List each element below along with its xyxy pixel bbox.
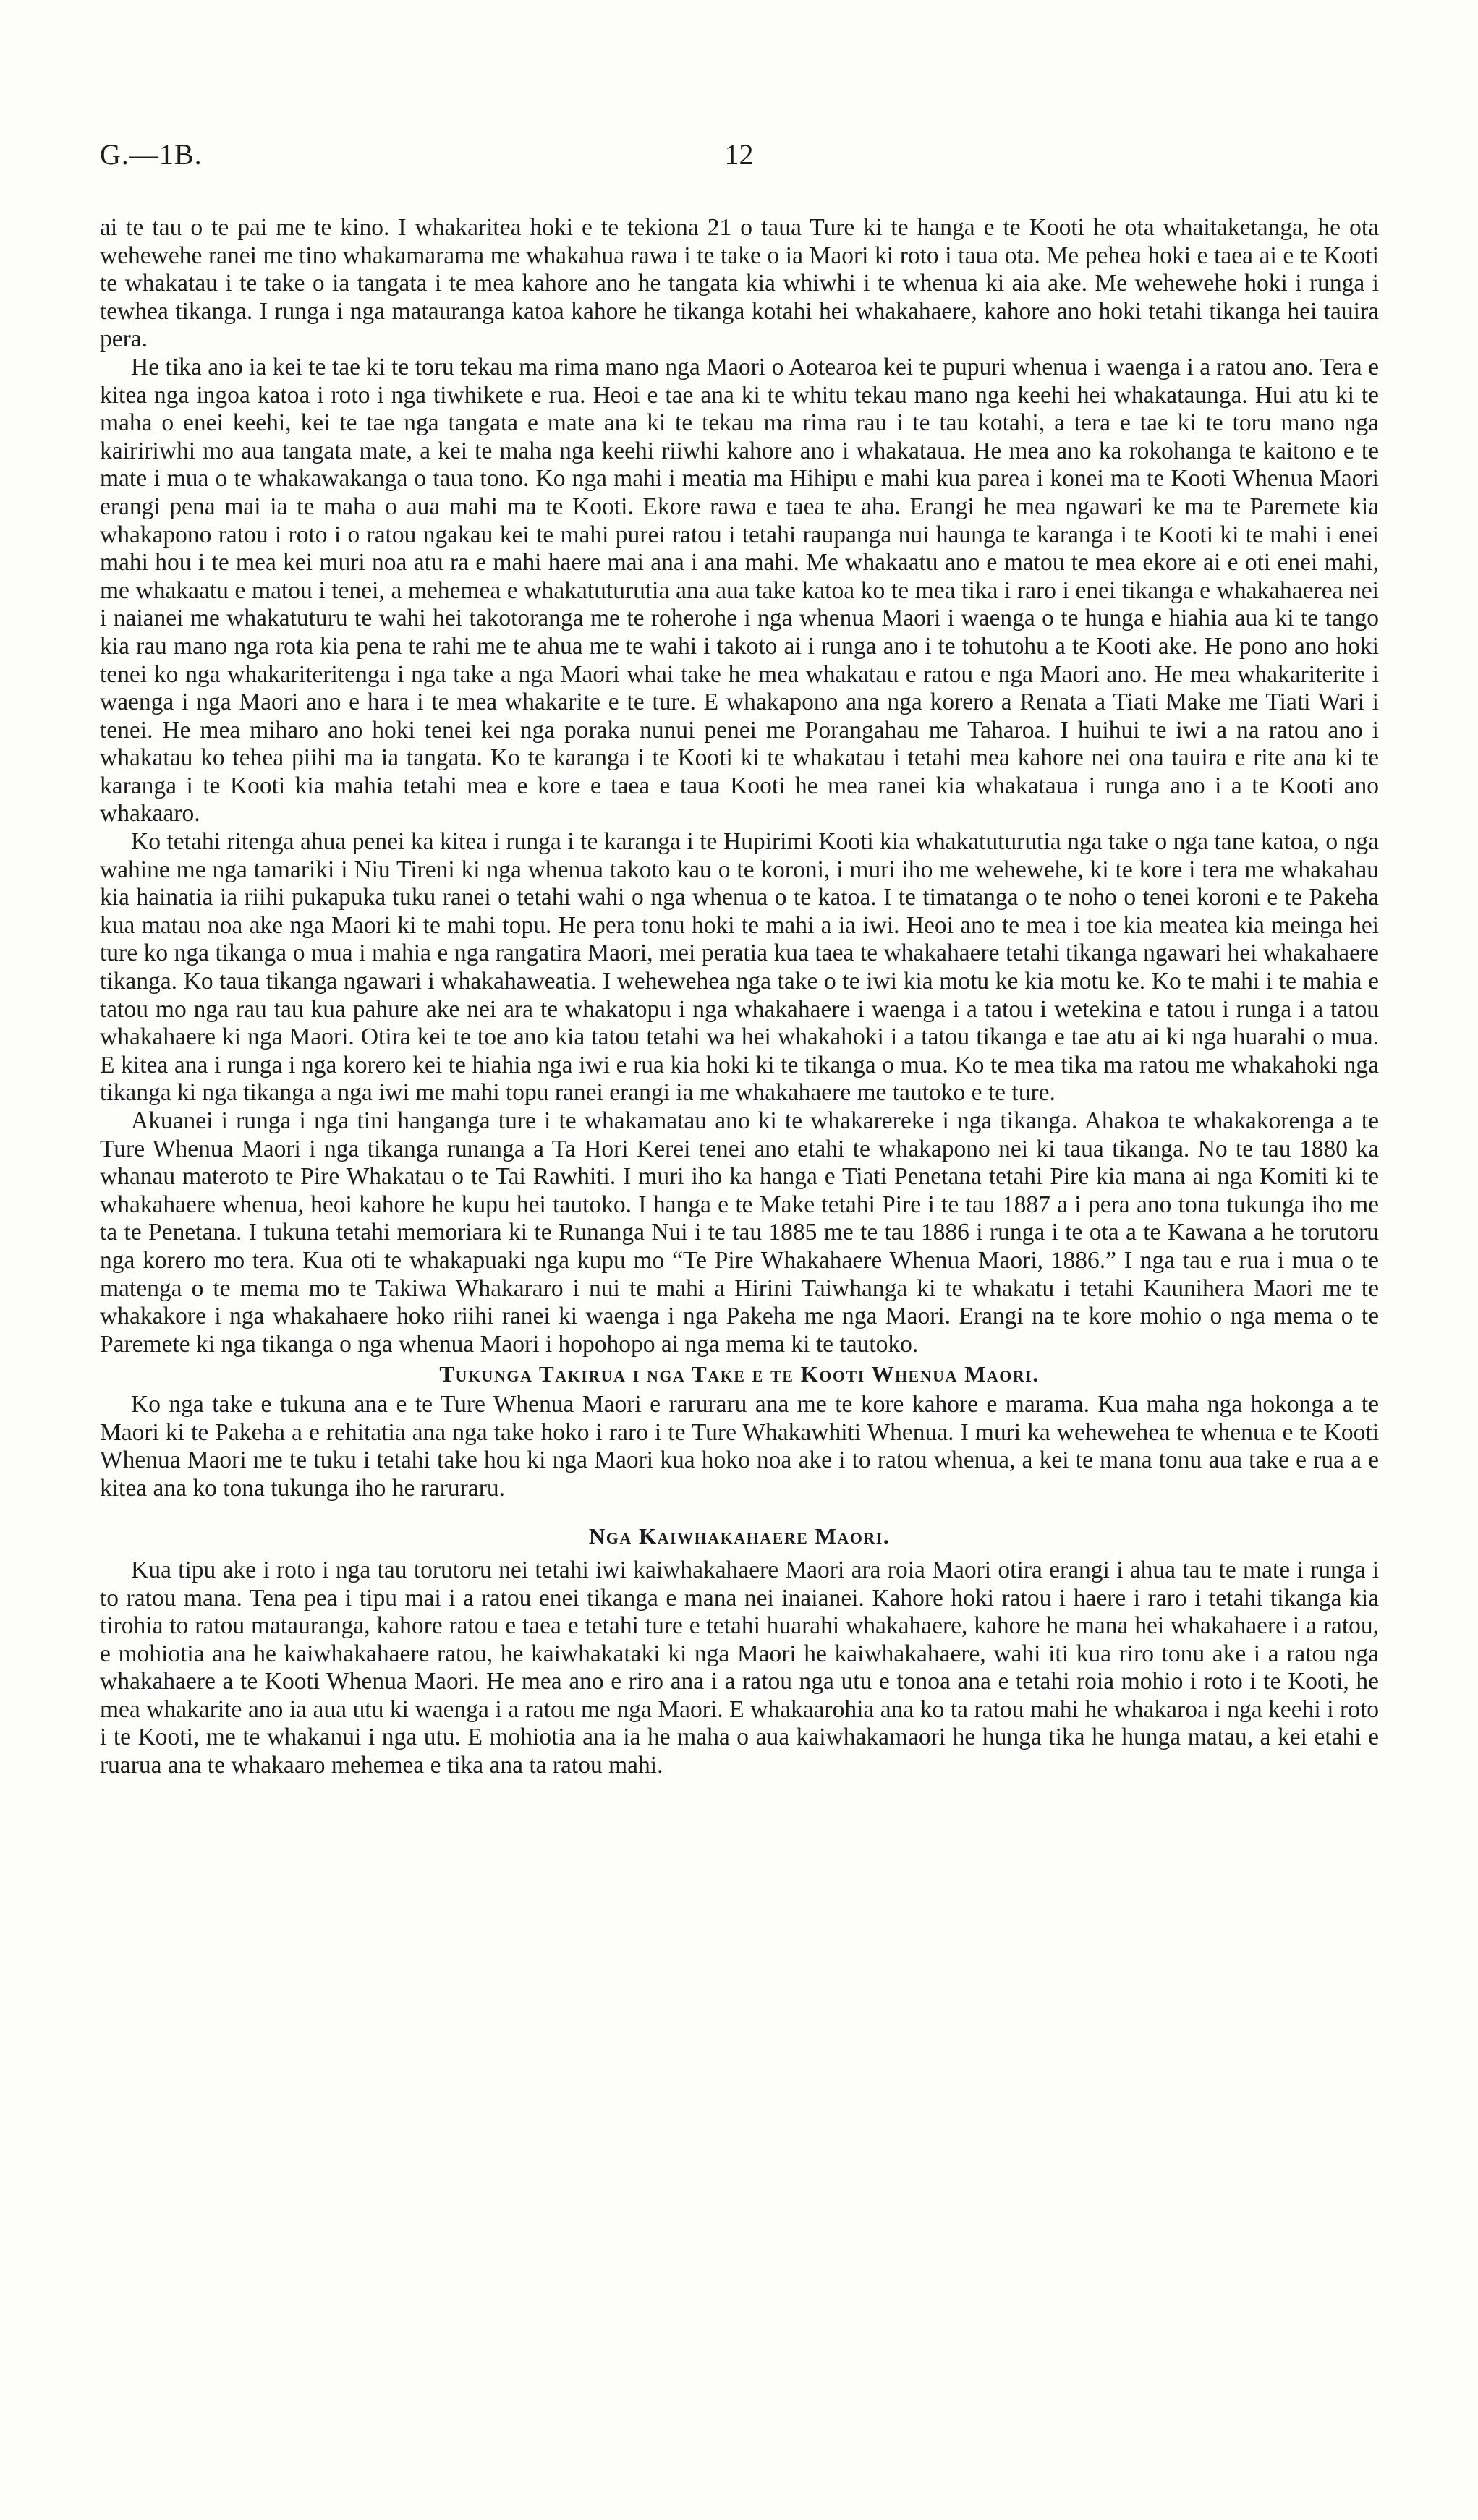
- body-paragraph: Ko nga take e tukuna ana e te Ture Whenua Maori e raruraru ana me te kore kahore e marama. Kua maha nga hokonga a te Maori ki te Pakeha a e rehitatia ana nga take hoko i raro i te Ture Whakawhiti Whenua. I muri ka wehewehea te whenua e te Kooti Whenua Maori me te tuku i tetahi take hou ki nga Maori kua hoko noa ake i to ratou whenua, a kei te mana tonu aua take e rua a e kitea ana ko tona tukunga iho he raruraru.: [100, 1390, 1379, 1502]
- page-header: [100, 137, 1378, 181]
- document-body: [100, 214, 1379, 1780]
- body-paragraph: Akuanei i runga i nga tini hanganga ture i te whakamatau ano ki te whakarereke i nga tikanga. Ahakoa te whakakorenga a te Ture Whenua Maori i nga tikanga runanga a Ta Hori Kerei tenei ano etahi te whakapono nei ki taua tikanga. No te tau 1880 ka whanau materoto te Pire Whakatau o te Tai Rawhiti. I muri iho ka hanga e Tiati Penetana tetahi Pire kia mana ai nga Komiti ki te whakahaere whenua, heoi kahore he kupu hei tautoko. I hanga e te Make tetahi Pire i te tau 1887 a i pera ano tona tukunga iho me ta te Penetana. I tukuna tetahi memoriara ki te Runanga Nui i te tau 1885 me te tau 1886 i runga i te ota a te Kawana a he torutoru nga korero mo tera. Kua oti te whakapuaki nga kupu mo “Te Pire Whakahaere Whenua Maori, 1886.” I nga tau e rua i mua o te matenga o te mema mo te Takiwa Whakararo i nui te mahi a Hirini Taiwhanga ki te whakatu i tetahi Kaunihera Maori me te whakakore i nga whakahaere hoko riihi ranei ki waenga i nga Pakeha me nga Maori. Erangi na te kore mohio o nga mema o te Paremete ki nga tikanga o nga whenua Maori i hopohopo ai nga mema ki te tautoko.: [100, 1107, 1379, 1358]
- page-number: 12: [724, 138, 754, 171]
- body-paragraph: He tika ano ia kei te tae ki te toru tekau ma rima mano nga Maori o Aotearoa kei te pupuri whenua i waenga i a ratou ano. Tera e kitea nga ingoa katoa i roto i nga tiwhikete e rua. Heoi e tae ana ki te whitu tekau mano nga keehi hei whakataunga. Hui atu ki te maha o enei keehi, kei te tae nga tangata e mate ana ki te tekau ma rima rau i te tau kotahi, a tera e tae ki te toru mano nga kaiririwhi mo aua tangata mate, a kei te maha nga keehi riiwhi kahore ano i whakataua. He mea ano ka rokohanga te kaitono e te mate i mua o te whakawakanga o taua tono. Ko nga mahi i meatia ma Hihipu e mahi kua parea i konei ma te Kooti Whenua Maori erangi pena mai ia te maha o aua mahi ma te Kooti. Ekore rawa e taea te aha. Erangi he mea ngawari ke ma te Paremete kia whakapono ratou i roto i o ratou ngakau kei te mahi purei ratou i tetahi raupanga nui haunga te karanga i te Kooti ki te mahi i enei mahi hou i te mea kei muri noa atu ra e mahi haere mai ana i ana mahi. Me whakaatu ano e matou te mea ekore ai e oti enei mahi, me whakaatu e matou i tenei, a mehemea e whakatuturutia ana aua take katoa ko te mea tika i raro i enei tikanga e whakahaerea nei i naianei me whakatuturu te wahi hei takotoranga me te roherohe i nga whenua Maori i waenga o te hunga e hiahia aua ki te tango kia rau mano nga rota kia pena te rahi me te ahua me te wahi i takoto ai i runga ano i te tohutohu a te Kooti ake. He pono ano hoki tenei ko nga whakariteritenga i nga take a nga Maori whai take he mea whakatau e ratou e nga Maori ano. He mea whakariterite i waenga i nga Maori ano e hara i te mea whakarite e te ture. E whakapono ana nga korero a Renata a Tiati Make me Tiati Wari i tenei. He mea miharo ano hoki tenei kei nga poraka nunui penei me Porangahau me Taharoa. I huihui te iwi a na ratou ano i whakatau ko tehea piihi ma ia tangata. Ko te karanga i te Kooti ki te whakatau i tetahi mea kahore nei ona tauira e rite ana ki te karanga i te Kooti kia mahia tetahi mea e kore e taea e taua Kooti he mea ranei kia whakataua i runga ano i a te Kooti ano whakaaro.: [100, 353, 1379, 827]
- body-paragraph: ai te tau o te pai me te kino. I whakaritea hoki e te tekiona 21 o taua Ture ki te hanga e te Kooti he ota whaitaketanga, he ota wehewehe ranei me tino whakamarama me whakahua rawa i te take o ia Maori ki roto i taua ota. Me pehea hoki e taea ai e te Kooti te whakatau i te take o ia tangata i te mea kahore ano he tangata kia whiwhi i te whenua ki aia ake. Me wehewehe hoki i runga i tewhea tikanga. I runga i nga matauranga katoa kahore he tikanga kotahi hei whakahaere, kahore ano hoki tetahi tikanga hei tauira pera.: [100, 214, 1379, 353]
- section-heading: Nga Kaiwhakahaere Maori.: [588, 1523, 891, 1549]
- section-heading: Tukunga Takirua i nga Take e te Kooti Whenua Maori.: [439, 1361, 1040, 1387]
- body-paragraph: Kua tipu ake i roto i nga tau torutoru nei tetahi iwi kaiwhakahaere Maori ara roia Maori otira erangi i ahua tau te mate i runga i to ratou mana. Tena pea i tipu mai i a ratou enei tikanga e mana nei inaianei. Kahore hoki ratou i haere i raro i tetahi tikanga kia tirohia to ratou matauranga, kahore ratou e taea e tetahi ture e tetahi huarahi whakahaere, kahore he mana hei whakahaere i a ratou, e mohiotia ana he kaiwhakahaere ratou, he kaiwhakataki ki nga Maori he kaiwhakahaere, wahi iti kua riro tonu ake i a ratou nga whakahaere a te Kooti Whenua Maori. He mea ano e riro ana i a ratou nga utu e tonoa ana e tetahi roia mohio i roto i te Kooti, he mea whakarite ano ia aua utu ki waenga i a ratou me nga Maori. E whakaarohia ana ko ta ratou mahi he whakaroa i nga keehi i roto i te Kooti, me te whakanui i nga utu. E mohiotia ana ia he maha o aua kaiwhakamaori he hunga tika he hunga matau, a kei etahi e ruarua ana te whakaaro mehemea e tika ana ta ratou mahi.: [100, 1556, 1379, 1779]
- body-paragraph: Ko tetahi ritenga ahua penei ka kitea i runga i te karanga i te Hupirimi Kooti kia whakatuturutia nga take o nga tane katoa, o nga wahine me nga tamariki i Niu Tireni ki nga whenua takoto kau o te koroni, i muri iho me wehewehe, ki te kore i tera me whakahau kia hainatia ia riihi pukapuka tuku ranei o tetahi wahi o nga whenua o te katoa. I te timatanga o te noho o tenei koroni e te Pakeha kua matau noa ake nga Maori ki te mahi topu. He pera tonu hoki te mahi a ia iwi. Heoi ano te mea i toe kia meatea kia meinga hei ture ko nga tikanga o mua i mahia e nga rangatira Maori, mei peratia kua taea te whakahaere tetahi tikanga ngawari hei whakahaere tikanga. Ko taua tikanga ngawari i whakahaweatia. I wehewehea nga take o te iwi kia motu ke kia motu ke. Ko te mahi i te mahia e tatou mo nga rau tau kua pahure ake nei ara te whakatopu i nga whakahaere i waenga i a tatou i wetekina e tatou i runga i a tatou whakahaere ki nga Maori. Otira kei te toe ano kia tatou tetahi wa hei whakahoki i a tatou tikanga e tae atu ai ki nga huarahi o mua. E kitea ana i runga i nga korero kei te hiahia nga iwi e rua kia hoki ki te tikanga o mua. Ko te mea tika ma ratou me whakahoki nga tikanga ki nga tikanga a nga iwi me mahi topu ranei erangi ia me whakahaere me tautoko e te ture.: [100, 828, 1379, 1107]
- document-reference: G.—1B.: [100, 138, 203, 171]
